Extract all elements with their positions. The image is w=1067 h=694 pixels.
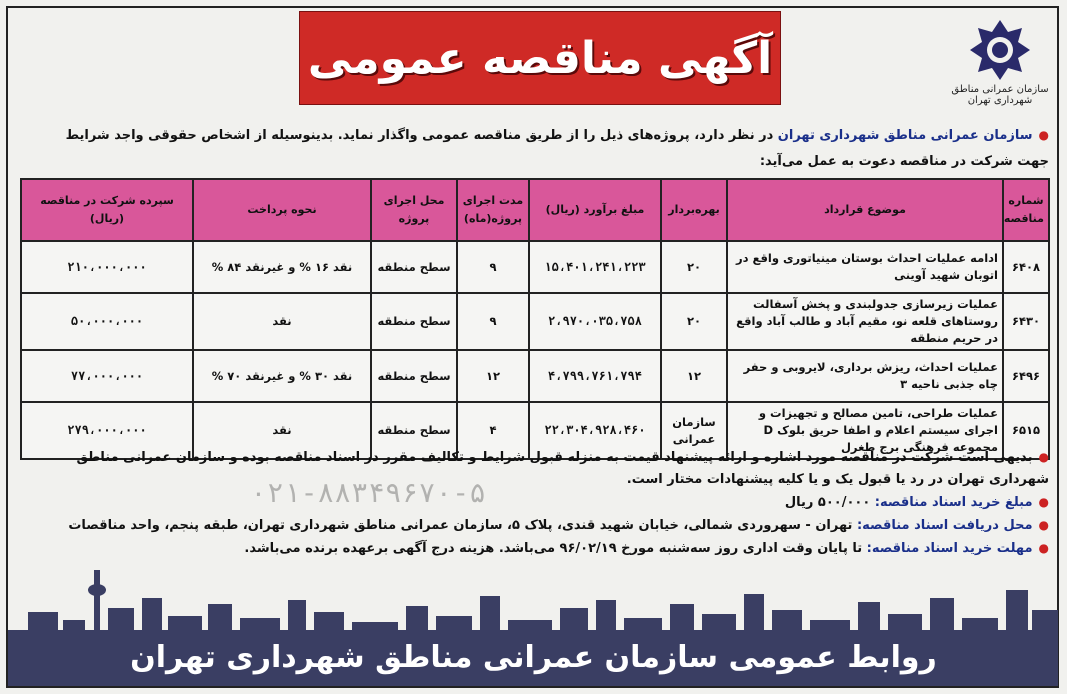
table-row <box>21 350 1049 402</box>
note-price-value: ۵۰۰/۰۰۰ ریال <box>784 495 875 510</box>
logo-caption: سازمان عمرانی مناطق شهرداری تهران <box>951 84 1049 106</box>
note-deadline-value: تا پایان وقت اداری روز سه‌شنبه مورخ ۹۶/۰۲/۱۹ می‌باشد. هزینه درج آگهی برعهده برنده می‌باشد. <box>244 541 867 556</box>
cell-duration: ۴ <box>457 402 529 459</box>
note-address <box>24 514 1049 537</box>
cell-operator: ۲۰ <box>661 241 727 293</box>
cell-number: ۶۴۰۸ <box>1003 241 1049 293</box>
cell-operator: ۱۲ <box>661 350 727 402</box>
header-subject: موضوع قرارداد <box>727 179 1003 241</box>
cell-location: سطح منطقه <box>371 293 457 350</box>
header-payment: نحوه پرداخت <box>193 179 371 241</box>
note-price-label: مبلغ خرید اسناد مناقصه: <box>874 495 1033 510</box>
cell-subject: عملیات احداث، ریزش برداری، لایروبی و حفر چاه جذبی ناحیه ۳ <box>727 350 1003 402</box>
note-price <box>24 491 1049 514</box>
header-location: محل اجرای پروژه <box>371 179 457 241</box>
note-deadline-label: مهلت خرید اسناد مناقصه: <box>866 541 1033 556</box>
note-terms <box>24 446 1049 491</box>
cell-location: سطح منطقه <box>371 402 457 459</box>
cell-duration: ۹ <box>457 293 529 350</box>
table-row <box>21 293 1049 350</box>
cell-deposit: ۵۰،۰۰۰،۰۰۰ <box>21 293 193 350</box>
bullet-icon: ● <box>1038 450 1049 464</box>
bullet-icon: ● <box>1038 518 1049 532</box>
cell-deposit: ۷۷،۰۰۰،۰۰۰ <box>21 350 193 402</box>
table-row <box>21 241 1049 293</box>
cell-payment: نقد <box>193 293 371 350</box>
title-banner <box>300 12 780 104</box>
bullet-icon: ● <box>1038 541 1049 555</box>
notes-section <box>24 446 1049 560</box>
organization-logo <box>945 18 1055 116</box>
cell-duration: ۹ <box>457 241 529 293</box>
cell-number: ۶۴۹۶ <box>1003 350 1049 402</box>
cell-number: ۶۵۱۵ <box>1003 402 1049 459</box>
cell-location: سطح منطقه <box>371 241 457 293</box>
cell-duration: ۱۲ <box>457 350 529 402</box>
header-operator: بهره‌بردار <box>661 179 727 241</box>
note-address-value: تهران - سهروردی شمالی، خیابان شهید قندی، پلاک ۵، سازمان عمرانی مناطق شهرداری تهران، طبقه پنجم، واحد مناقصات <box>68 518 857 533</box>
intro-org-name: سازمان عمرانی مناطق شهرداری تهران <box>777 128 1033 143</box>
cell-operator: سازمان عمرانی <box>661 402 727 459</box>
cell-payment: نقد ۱۶ % و غیرنقد ۸۴ % <box>193 241 371 293</box>
intro-text-a: در نظر دارد، پروژه‌های ذیل را از طریق مناقصه عمومی واگذار نماید. بدینوسیله از اشخاص حقوقی واجد شرایط <box>65 128 778 143</box>
intro-text-b: جهت شرکت در مناقصه دعوت به عمل می‌آید: <box>759 154 1049 169</box>
page-title: آگهی مناقصه عمومی <box>307 32 773 84</box>
header-deposit: سپرده شرکت در مناقصه (ریال) <box>21 179 193 241</box>
table-header-row <box>21 179 1049 241</box>
note-deadline <box>24 537 1049 560</box>
bullet-icon: ● <box>1038 495 1049 509</box>
cell-subject: ادامه عملیات احداث بوستان مینیاتوری واقع در اتوبان شهید آوینی <box>727 241 1003 293</box>
cell-estimate: ۲۲،۳۰۴،۹۲۸،۴۶۰ <box>529 402 661 459</box>
header-number: شماره مناقصه <box>1003 179 1049 241</box>
note-terms-text: بدیهی است شرکت در مناقصه مورد اشاره و ارائه پیشنهاد قیمت به منزله قبول شرایط و تکالیف مقرر در اسناد مناقصه بوده و سازمان عمرانی مناطق شهرداری تهران در رد یا قبول یک و یا کلیه پیشنهادات مختار است. <box>76 450 1049 487</box>
cell-estimate: ۴،۷۹۹،۷۶۱،۷۹۴ <box>529 350 661 402</box>
footer-credit: روابط عمومی سازمان عمرانی مناطق شهرداری تهران <box>130 640 937 675</box>
cell-subject: عملیات زیرسازی جدولبندی و پخش آسفالت روستاهای قلعه نو، مقیم آباد و طالب آباد واقع در حریم منطقه <box>727 293 1003 350</box>
cell-estimate: ۱۵،۴۰۱،۲۴۱،۲۲۳ <box>529 241 661 293</box>
cell-deposit: ۲۷۹،۰۰۰،۰۰۰ <box>21 402 193 459</box>
bullet-icon: ● <box>1038 128 1049 142</box>
header-duration: مدت اجرای پروژه(ماه) <box>457 179 529 241</box>
cell-operator: ۲۰ <box>661 293 727 350</box>
header-estimate: مبلغ برآورد (ریال) <box>529 179 661 241</box>
intro-paragraph <box>29 122 1049 175</box>
cell-deposit: ۲۱۰،۰۰۰،۰۰۰ <box>21 241 193 293</box>
cell-subject: عملیات طراحی، تامین مصالح و تجهیزات و اجرای سیستم اعلام و اطفا حریق بلوک D مجموعه فرهنگی برج طغرل <box>727 402 1003 459</box>
cell-payment: نقد ۳۰ % و غیرنقد ۷۰ % <box>193 350 371 402</box>
star-emblem-icon <box>968 18 1032 82</box>
cell-number: ۶۴۳۰ <box>1003 293 1049 350</box>
cell-payment: نقد <box>193 402 371 459</box>
phone-number: ۰۲۱-۸۸۳۴۹۶۷۰-۵ <box>250 476 487 509</box>
cell-location: سطح منطقه <box>371 350 457 402</box>
note-address-label: محل دریافت اسناد مناقصه: <box>856 518 1033 533</box>
cell-estimate: ۲،۹۷۰،۰۳۵،۷۵۸ <box>529 293 661 350</box>
tender-table <box>20 178 1050 460</box>
